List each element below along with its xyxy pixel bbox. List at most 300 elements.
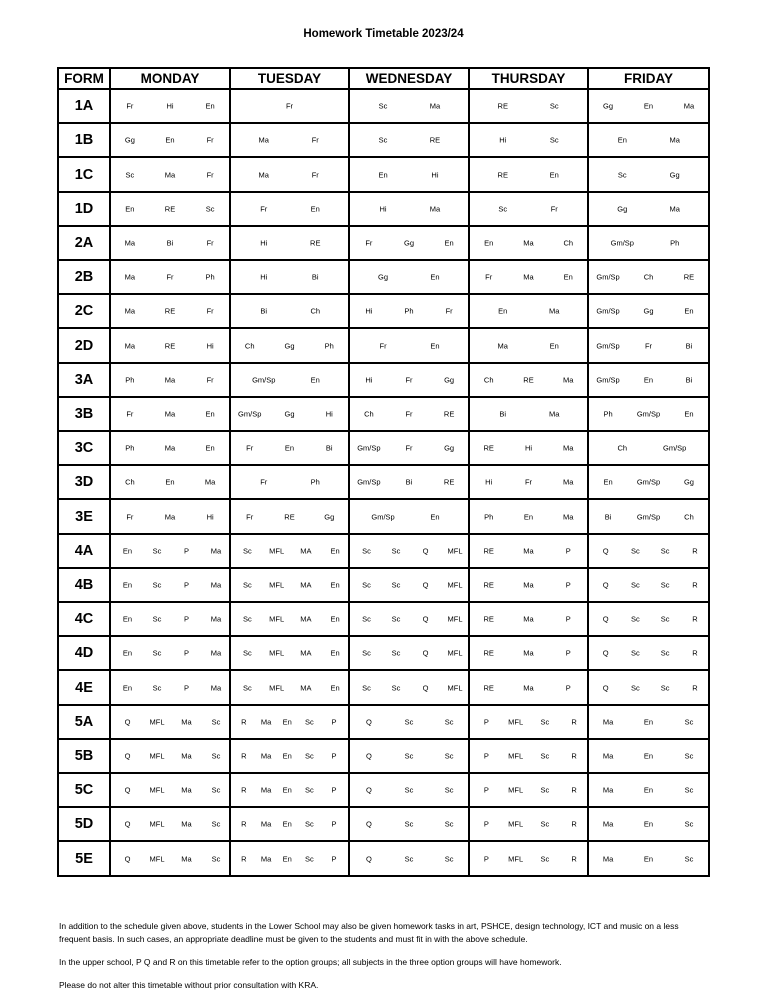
subject-code: En	[643, 751, 654, 761]
subject-code: Hi	[379, 204, 387, 214]
day-cell-friday	[588, 534, 709, 568]
day-cell-monday	[110, 499, 230, 533]
day-cell-wednesday	[349, 773, 469, 807]
subject-code: Ma	[669, 204, 680, 214]
header-wednesday: WEDNESDAY	[349, 68, 469, 89]
day-cell-friday	[588, 602, 709, 636]
subject-code: Ma	[563, 443, 574, 453]
subject-code: En	[643, 101, 654, 111]
day-cell-wednesday	[349, 294, 469, 328]
subject-code: Ma	[210, 580, 222, 590]
day-cell-tuesday	[230, 431, 349, 465]
subject-code: Ma	[549, 306, 560, 316]
subject-code: Q	[124, 717, 131, 727]
day-cell-monday	[110, 807, 230, 841]
subject-code: Sc	[378, 135, 388, 145]
subject-code: Gg	[617, 204, 628, 214]
subject-code: Gm/Sp	[357, 477, 381, 487]
subject-code: Ph	[404, 306, 414, 316]
timetable-body	[58, 89, 709, 876]
subject-code: Bi	[325, 443, 333, 453]
subject-code: En	[330, 683, 340, 693]
subject-code: Ma	[497, 341, 508, 351]
subject-code: Fr	[285, 101, 294, 111]
subject-code: Ma	[523, 614, 534, 624]
subject-code: Sc	[631, 580, 640, 590]
subject-code: Ma	[683, 101, 695, 111]
subject-code: P	[184, 546, 190, 556]
subject-code: Fr	[260, 477, 268, 487]
day-cell-friday	[588, 670, 709, 704]
subject-code: MFL	[508, 717, 524, 727]
subject-code: Fr	[166, 272, 174, 282]
timetable-row	[58, 670, 709, 704]
subject-code: MFL	[508, 819, 524, 829]
subject-code: Q	[365, 854, 372, 864]
subject-code: En	[643, 785, 654, 795]
form-label: 3D	[58, 465, 110, 499]
subject-code: Ma	[164, 443, 176, 453]
subject-code: MFL	[149, 854, 165, 864]
subject-code: Sc	[362, 648, 371, 658]
day-cell-friday	[588, 705, 709, 739]
subject-code: Fr	[365, 238, 373, 248]
subject-code: RE	[310, 238, 321, 248]
subject-code: En	[430, 341, 440, 351]
subject-code: Q	[124, 854, 131, 864]
day-cell-thursday	[469, 773, 588, 807]
form-label: 4B	[58, 568, 110, 602]
subject-code: RE	[483, 683, 494, 693]
day-cell-thursday	[469, 123, 588, 157]
subject-code: MFL	[149, 785, 165, 795]
subject-code: P	[184, 683, 190, 693]
subject-code: Sc	[660, 546, 670, 556]
notes-section	[59, 920, 709, 1002]
form-label: 4E	[58, 670, 110, 704]
subject-code: Fr	[206, 306, 214, 316]
subject-code: RE	[483, 614, 494, 624]
subject-code: P	[483, 819, 489, 829]
day-cell-tuesday	[230, 157, 349, 191]
subject-code: Hi	[325, 409, 333, 419]
subject-code: Gm/Sp	[371, 512, 395, 522]
subject-code: Gm/Sp	[238, 409, 262, 419]
subject-code: Hi	[206, 341, 214, 351]
subject-code: Sc	[631, 683, 640, 693]
subject-code: MFL	[149, 751, 165, 761]
subject-code: Sc	[362, 614, 371, 624]
day-cell-monday	[110, 841, 230, 876]
subject-code: Sc	[660, 580, 670, 590]
subject-code: Q	[124, 819, 131, 829]
subject-code: Ch	[244, 341, 255, 351]
day-cell-monday	[110, 636, 230, 670]
subject-code: Sc	[152, 580, 162, 590]
subject-code: Fr	[246, 512, 254, 522]
subject-code: Ma	[260, 819, 272, 829]
day-cell-monday	[110, 192, 230, 226]
subject-code: Sc	[684, 854, 694, 864]
subject-code: Gg	[403, 238, 415, 248]
subject-code: Ma	[258, 135, 269, 145]
subject-code: En	[330, 546, 340, 556]
subject-code: Gg	[683, 477, 694, 487]
day-cell-thursday	[469, 465, 588, 499]
form-label: 1A	[58, 89, 110, 123]
subject-code: Fr	[206, 135, 214, 145]
day-cell-monday	[110, 773, 230, 807]
subject-code: En	[430, 272, 440, 282]
subject-code: Ma	[523, 683, 534, 693]
subject-code: R	[241, 819, 247, 829]
subject-code: Fr	[379, 341, 387, 351]
subject-code: Q	[124, 751, 131, 761]
timetable-row	[58, 773, 709, 807]
day-cell-friday	[588, 773, 709, 807]
subject-code: Q	[365, 751, 372, 761]
subject-code: Bi	[604, 512, 612, 522]
subject-code: MFL	[269, 580, 285, 590]
subject-code: Gg	[643, 306, 654, 316]
subject-code: Sc	[304, 785, 314, 795]
timetable-row	[58, 431, 709, 465]
subject-code: Hi	[524, 443, 533, 453]
day-cell-tuesday	[230, 226, 349, 260]
day-cell-friday	[588, 260, 709, 294]
subject-code: RE	[483, 648, 494, 658]
subject-code: Sc	[540, 717, 550, 727]
subject-code: Ph	[125, 443, 135, 453]
subject-code: En	[122, 546, 133, 556]
day-cell-friday	[588, 226, 709, 260]
subject-code: RE	[164, 204, 176, 214]
subject-code: Q	[422, 614, 429, 624]
subject-code: En	[643, 375, 654, 385]
subject-code: Ma	[523, 580, 534, 590]
subject-code: R	[571, 717, 577, 727]
subject-code: P	[331, 854, 337, 864]
day-cell-friday	[588, 431, 709, 465]
subject-code: Sc	[404, 751, 414, 761]
subject-code: Ma	[602, 785, 614, 795]
subject-code: Ph	[484, 512, 494, 522]
subject-code: Sc	[125, 170, 135, 179]
subject-code: RE	[443, 409, 455, 419]
subject-code: Ma	[602, 854, 614, 864]
subject-code: Ma	[429, 204, 441, 214]
day-cell-wednesday	[349, 157, 469, 191]
subject-code: RE	[284, 512, 295, 522]
subject-code: R	[241, 785, 247, 795]
day-cell-friday	[588, 328, 709, 362]
subject-code: Fr	[206, 170, 214, 179]
subject-code: Q	[602, 614, 609, 624]
subject-code: MFL	[447, 546, 463, 556]
subject-code: RE	[164, 341, 176, 351]
subject-code: R	[571, 751, 577, 761]
subject-code: Gm/Sp	[636, 477, 661, 487]
timetable-row	[58, 636, 709, 670]
timetable-row	[58, 157, 709, 191]
subject-code: P	[483, 854, 489, 864]
subject-code: Sc	[540, 854, 550, 864]
day-cell-thursday	[469, 431, 588, 465]
day-cell-tuesday	[230, 739, 349, 773]
form-label: 1D	[58, 192, 110, 226]
subject-code: Sc	[391, 614, 401, 624]
subject-code: En	[310, 375, 320, 385]
subject-code: Gg	[444, 443, 455, 453]
day-cell-thursday	[469, 363, 588, 397]
subject-code: En	[523, 512, 534, 522]
form-label: 2B	[58, 260, 110, 294]
subject-code: Sc	[152, 648, 162, 658]
subject-code: MFL	[447, 580, 463, 590]
day-cell-friday	[588, 89, 709, 123]
subject-code: R	[241, 854, 247, 864]
subject-code: Fr	[445, 306, 453, 316]
subject-code: Sc	[404, 854, 414, 864]
note-consultation: Please do not alter this timetable without prior consultation with KRA.	[59, 980, 319, 990]
subject-code: Sc	[242, 614, 252, 624]
subject-code: Sc	[684, 751, 694, 761]
day-cell-monday	[110, 328, 230, 362]
subject-code: Sc	[362, 683, 371, 693]
subject-code: Q	[602, 580, 609, 590]
day-cell-tuesday	[230, 670, 349, 704]
form-label: 2A	[58, 226, 110, 260]
subject-code: P	[184, 648, 190, 658]
subject-code: En	[205, 101, 215, 111]
subject-code: En	[122, 580, 133, 590]
subject-code: Gm/Sp	[596, 341, 620, 351]
day-cell-friday	[588, 841, 709, 876]
timetable-row	[58, 397, 709, 431]
day-cell-monday	[110, 739, 230, 773]
subject-code: Sc	[404, 819, 414, 829]
subject-code: En	[122, 683, 133, 693]
subject-code: P	[565, 648, 571, 658]
day-cell-wednesday	[349, 534, 469, 568]
subject-code: Bi	[166, 238, 174, 248]
subject-code: Q	[602, 683, 609, 693]
header-row	[58, 68, 709, 89]
subject-code: Q	[365, 785, 372, 795]
day-cell-thursday	[469, 568, 588, 602]
subject-code: Ch	[563, 238, 574, 248]
subject-code: P	[565, 614, 571, 624]
subject-code: Gm/Sp	[252, 375, 276, 385]
subject-code: Hi	[365, 375, 373, 385]
day-cell-thursday	[469, 89, 588, 123]
subject-code: Ma	[164, 375, 176, 385]
day-cell-tuesday	[230, 568, 349, 602]
subject-code: En	[378, 170, 388, 179]
form-label: 5E	[58, 841, 110, 876]
subject-code: Ma	[563, 512, 574, 522]
day-cell-thursday	[469, 739, 588, 773]
day-cell-friday	[588, 499, 709, 533]
subject-code: Ma	[602, 717, 614, 727]
subject-code: Sc	[444, 785, 454, 795]
subject-code: Sc	[444, 819, 454, 829]
subject-code: Sc	[304, 717, 314, 727]
day-cell-tuesday	[230, 397, 349, 431]
subject-code: Ma	[181, 785, 192, 795]
day-cell-friday	[588, 465, 709, 499]
timetable-row	[58, 260, 709, 294]
day-cell-tuesday	[230, 773, 349, 807]
subject-code: En	[310, 204, 320, 214]
subject-code: Ma	[124, 306, 136, 316]
subject-code: Gg	[378, 272, 389, 282]
day-cell-thursday	[469, 260, 588, 294]
subject-code: Q	[422, 580, 429, 590]
day-cell-monday	[110, 465, 230, 499]
subject-code: Sc	[404, 785, 414, 795]
day-cell-tuesday	[230, 123, 349, 157]
subject-code: Sc	[242, 648, 252, 658]
day-cell-friday	[588, 739, 709, 773]
subject-code: Fr	[644, 341, 653, 351]
day-cell-monday	[110, 431, 230, 465]
subject-code: Gm/Sp	[636, 409, 661, 419]
day-cell-tuesday	[230, 499, 349, 533]
subject-code: Hi	[260, 272, 268, 282]
subject-code: MA	[300, 683, 312, 693]
day-cell-tuesday	[230, 89, 349, 123]
subject-code: Ma	[260, 854, 272, 864]
subject-code: Ma	[164, 409, 176, 419]
subject-code: En	[330, 614, 340, 624]
note-option-groups: In the upper school, P Q and R on this timetable refer to the option groups; all subjects in the three option groups will have homework.	[59, 957, 562, 967]
timetable-row	[58, 499, 709, 533]
subject-code: Ma	[181, 854, 192, 864]
day-cell-monday	[110, 363, 230, 397]
subject-code: MFL	[447, 614, 463, 624]
timetable-row	[58, 226, 709, 260]
day-cell-thursday	[469, 294, 588, 328]
form-label: 1B	[58, 123, 110, 157]
subject-code: Sc	[152, 614, 162, 624]
subject-code: Sc	[391, 546, 401, 556]
subject-code: Sc	[211, 785, 221, 795]
subject-code: R	[241, 717, 247, 727]
subject-code: Q	[365, 819, 372, 829]
subject-code: Ma	[210, 683, 222, 693]
day-cell-wednesday	[349, 636, 469, 670]
subject-code: Sc	[211, 854, 221, 864]
subject-code: Gm/Sp	[636, 512, 661, 522]
day-cell-monday	[110, 568, 230, 602]
subject-code: Bi	[685, 375, 693, 385]
subject-code: Gm/Sp	[596, 306, 620, 316]
day-cell-thursday	[469, 499, 588, 533]
subject-code: Hi	[499, 135, 507, 145]
page-title: Homework Timetable 2023/24	[303, 28, 464, 40]
day-cell-friday	[588, 192, 709, 226]
timetable-row	[58, 294, 709, 328]
day-cell-tuesday	[230, 465, 349, 499]
form-label: 5A	[58, 705, 110, 739]
subject-code: Gg	[324, 512, 335, 522]
subject-code: Sc	[660, 683, 670, 693]
subject-code: Sc	[362, 546, 371, 556]
subject-code: Sc	[660, 614, 670, 624]
subject-code: Sc	[242, 546, 252, 556]
day-cell-tuesday	[230, 534, 349, 568]
header-form: FORM	[58, 68, 110, 89]
subject-code: Sc	[242, 683, 252, 693]
subject-code: Fr	[524, 477, 533, 487]
day-cell-friday	[588, 363, 709, 397]
subject-code: MFL	[149, 717, 165, 727]
timetable-row	[58, 328, 709, 362]
subject-code: Ma	[602, 751, 614, 761]
subject-code: Q	[124, 785, 131, 795]
form-label: 4D	[58, 636, 110, 670]
subject-code: Fr	[405, 409, 413, 419]
timetable-row	[58, 89, 709, 123]
subject-code: MFL	[508, 785, 524, 795]
day-cell-wednesday	[349, 670, 469, 704]
timetable-row	[58, 602, 709, 636]
subject-code: P	[565, 580, 571, 590]
day-cell-friday	[588, 157, 709, 191]
day-cell-thursday	[469, 397, 588, 431]
subject-code: Sc	[404, 717, 414, 727]
subject-code: MFL	[269, 648, 285, 658]
day-cell-wednesday	[349, 431, 469, 465]
subject-code: Ma	[210, 614, 222, 624]
day-cell-monday	[110, 294, 230, 328]
day-cell-friday	[588, 123, 709, 157]
day-cell-tuesday	[230, 363, 349, 397]
day-cell-tuesday	[230, 841, 349, 876]
subject-code: Sc	[211, 819, 221, 829]
subject-code: Ch	[643, 272, 654, 282]
subject-code: En	[563, 272, 573, 282]
subject-code: En	[484, 238, 494, 248]
subject-code: En	[617, 135, 627, 145]
subject-code: Sc	[631, 614, 640, 624]
subject-code: Sc	[391, 580, 401, 590]
form-label: 5C	[58, 773, 110, 807]
subject-code: Ma	[429, 101, 441, 111]
day-cell-friday	[588, 807, 709, 841]
day-cell-thursday	[469, 602, 588, 636]
subject-code: Sc	[660, 648, 670, 658]
subject-code: En	[498, 306, 508, 316]
subject-code: En	[684, 306, 694, 316]
subject-code: Ph	[324, 341, 334, 351]
subject-code: RE	[483, 443, 494, 453]
subject-code: Hi	[206, 512, 214, 522]
subject-code: Gg	[284, 341, 295, 351]
day-cell-wednesday	[349, 260, 469, 294]
subject-code: R	[692, 648, 698, 658]
subject-code: Bi	[499, 409, 507, 419]
subject-code: Sc	[152, 683, 162, 693]
subject-code: Gm/Sp	[596, 375, 620, 385]
subject-code: Ch	[310, 306, 321, 316]
timetable-row	[58, 568, 709, 602]
day-cell-wednesday	[349, 499, 469, 533]
subject-code: Sc	[631, 546, 640, 556]
subject-code: En	[330, 580, 340, 590]
subject-code: MFL	[149, 819, 165, 829]
